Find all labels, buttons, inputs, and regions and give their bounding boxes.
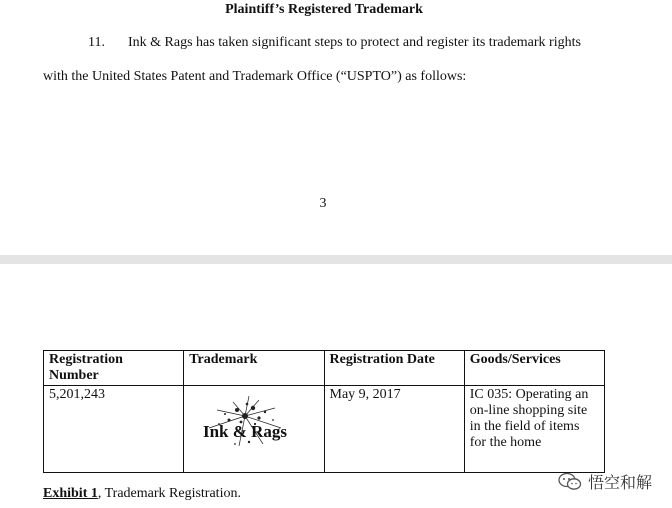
section-heading: Plaintiff’s Registered Trademark: [225, 2, 423, 17]
header-goods-services: Goods/Services: [464, 351, 604, 386]
table-header-row: [44, 351, 605, 386]
exhibit-caption-text: , Trademark Registration.: [97, 486, 241, 501]
cell-registration-date: May 9, 2017: [324, 386, 464, 473]
paragraph-text-1: Ink & Rags has taken significant steps to protect and register its trademark rights: [128, 35, 581, 50]
trademark-logo-image: [189, 394, 301, 462]
paragraph-line-1: [88, 35, 581, 51]
header-trademark: Trademark: [184, 351, 324, 386]
page-separator: [0, 255, 672, 264]
cell-trademark: [184, 386, 324, 473]
trademark-table: [43, 350, 605, 473]
trademark-logo-text: Ink & Rags: [203, 422, 288, 441]
paragraph-line-2: with the United States Patent and Trademark Office (“USPTO”) as follows:: [43, 69, 467, 84]
watermark-text: 悟空和解: [587, 473, 652, 492]
header-registration-line2: Number: [49, 368, 99, 383]
exhibit-label: Exhibit 1: [43, 486, 98, 501]
page-number: 3: [319, 196, 327, 211]
header-registration-number: [44, 351, 184, 386]
chat-bubbles-icon: [558, 472, 582, 492]
watermark: [558, 470, 652, 493]
cell-registration-number: 5,201,243: [44, 386, 184, 473]
header-registration-line1: Registration: [49, 352, 123, 367]
exhibit-caption: [43, 486, 241, 502]
table-row: [44, 386, 605, 473]
trademark-logo: [189, 394, 301, 462]
header-registration-date: Registration Date: [324, 351, 464, 386]
cell-goods-services: IC 035: Operating an on-line shopping site in the field of items for the home: [464, 386, 604, 473]
paragraph-number: 11.: [88, 35, 105, 50]
